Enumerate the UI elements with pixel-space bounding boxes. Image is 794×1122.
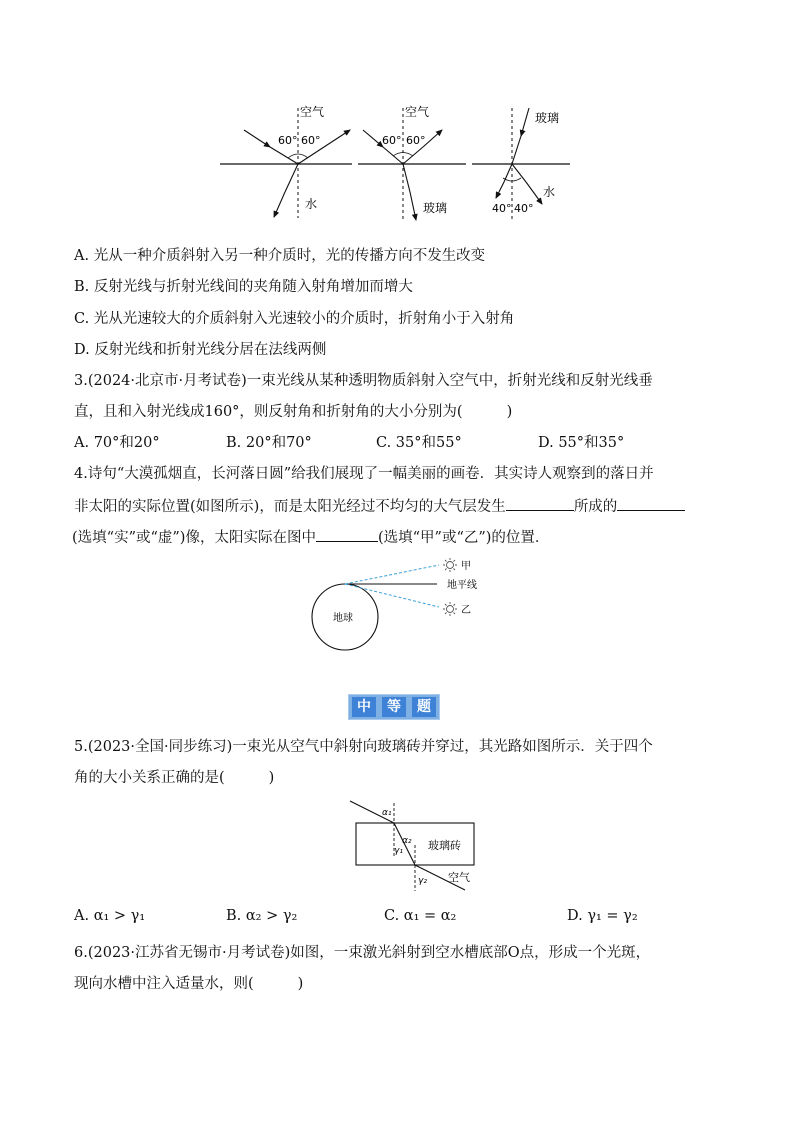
panel2-top-label: 空气 [405, 105, 430, 119]
q3-paren-close: ) [506, 404, 513, 420]
sun-b-icon [443, 602, 457, 616]
q5-option-d: D. γ₁ = γ₂ [567, 908, 638, 924]
panel1-bottom-label: 水 [305, 197, 318, 211]
earth-label: 地球 [333, 613, 353, 624]
sun-a-icon [443, 558, 457, 572]
sunset-figure [305, 555, 505, 655]
q2-option-b: B. 反射光线与折射光线间的夹角随入射角增加而增大 [74, 279, 413, 295]
q6-stem-text: 现向水槽中注入适量水，则( [74, 976, 254, 992]
q5-stem-text: 角的大小关系正确的是( [74, 770, 225, 786]
banner-char-1: 中 [352, 697, 376, 717]
q6-stem-line1: 6.(2023·江苏省无锡市·月考试卷)如图，一束激光斜射到空水槽底部O点，形成一个光斑， [74, 945, 651, 961]
q5-option-b: B. α₂ > γ₂ [226, 908, 298, 924]
sun-a-label: 甲 [461, 561, 471, 572]
q5-option-c: C. α₁ = α₂ [384, 908, 457, 924]
q3-option-a: A. 70°和20° [74, 435, 160, 451]
q3-stem-line2 [74, 402, 512, 422]
q4-blank-1[interactable] [506, 496, 574, 511]
panel1-top-label: 空气 [300, 105, 325, 119]
q2-option-a: A. 光从一种介质斜射入另一种介质时，光的传播方向不发生改变 [74, 248, 486, 264]
q3-stem-line1: 3.(2024·北京市·月考试卷)一束光线从某种透明物质斜射入空气中，折射光线和反射光线垂 [74, 373, 653, 389]
q4-line3-text-b: (选填“甲”或“乙”)的位置． [377, 530, 550, 546]
q4-line2-text-b: 所成的 [573, 499, 618, 515]
q3-option-d: D. 55°和35° [538, 435, 625, 451]
glass-brick-label: 玻璃砖 [428, 839, 461, 852]
q5-option-a: A. α₁ > γ₁ [74, 908, 146, 924]
panel2-angle-right: 60° [406, 134, 426, 147]
q5-stem-line1: 5.(2023·全国·同步练习)一束光从空气中斜射向玻璃砖并穿过，其光路如图所示．关于四个 [74, 739, 653, 755]
q2-option-d: D. 反射光线和折射光线分居在法线两侧 [74, 342, 327, 358]
panel3-bottom-label: 水 [543, 185, 556, 199]
alpha2-label: α₂ [402, 836, 412, 846]
q6-paren-close: ) [297, 976, 304, 992]
refraction-figures [220, 100, 580, 225]
panel2-angle-left: 60° [382, 134, 402, 147]
glass-brick-figure [340, 795, 490, 895]
q6-stem-line2 [74, 974, 303, 994]
q3-option-b: B. 20°和70° [226, 435, 312, 451]
q4-stem-line2 [74, 496, 685, 517]
q5-stem-line2 [74, 768, 274, 788]
panel3-top-label: 玻璃 [535, 111, 560, 125]
q2-option-c: C. 光从光速较大的介质斜射入光速较小的介质时，折射角小于入射角 [74, 311, 515, 327]
q4-stem-line1: 4.诗句“大漠孤烟直，长河落日圆”给我们展现了一幅美丽的画卷．其实诗人观察到的落日并 [74, 466, 654, 482]
gamma1-label: γ₁ [394, 846, 403, 856]
figure-panel-2 [358, 104, 466, 222]
panel3-angle-left: 40° [492, 202, 512, 215]
gamma2-label: γ₂ [418, 876, 427, 886]
q5-paren-close: ) [268, 770, 275, 786]
sun-b-label: 乙 [461, 605, 471, 616]
figure-panel-1 [220, 104, 352, 218]
banner-char-2: 等 [382, 697, 406, 717]
panel2-bottom-label: 玻璃 [423, 201, 448, 215]
horizon-label: 地平线 [447, 580, 477, 591]
figure-panel-3 [472, 108, 570, 222]
q4-stem-line3 [72, 527, 549, 548]
q3-stem-text: 直，且和入射光线成160°，则反射角和折射角的大小分别为( [74, 404, 463, 420]
alpha1-label: α₁ [382, 808, 392, 818]
q3-option-c: C. 35°和55° [376, 435, 462, 451]
q4-line3-text-a: (选填“实”或“虚”)像，太阳实际在图中 [72, 530, 316, 546]
q4-blank-3[interactable] [316, 527, 378, 542]
air-label: 空气 [448, 871, 470, 884]
section-banner-medium [348, 694, 440, 720]
panel1-angle-right: 60° [301, 134, 321, 147]
banner-char-3: 题 [412, 697, 436, 717]
q4-blank-2[interactable] [617, 496, 685, 511]
panel1-angle-left: 60° [278, 134, 298, 147]
q4-line2-text-a: 非太阳的实际位置(如图所示)，而是太阳光经过不均匀的大气层发生 [74, 499, 506, 515]
panel3-angle-right: 40° [514, 202, 534, 215]
